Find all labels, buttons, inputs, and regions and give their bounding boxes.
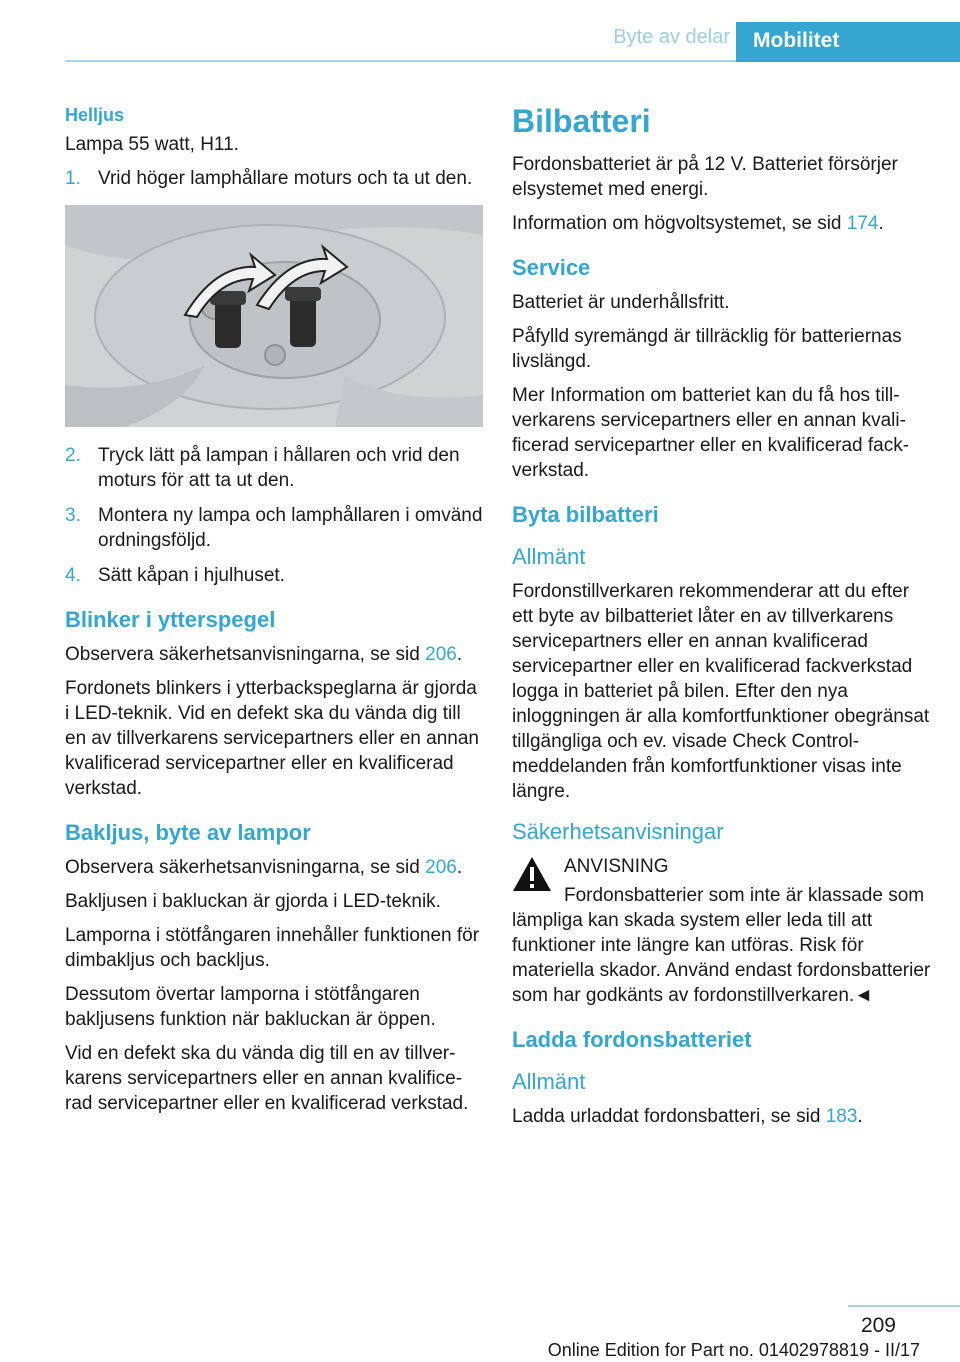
bakljus-paragraph-1: Bakljusen i bakluckan är gjorda i LED-teknik. [65,891,441,912]
step-1-text: Vrid höger lamphållare moturs och ta ut den. [98,168,473,189]
service-paragraph-3: Mer Information om batteriet kan du få hos tillverkarens servicepartners eller en annan kvalificerad servicepartner eller en kvalificerad fackverkstad. [512,385,910,481]
step-2-number: 2. [65,445,81,466]
blinker-paragraph: Fordonets blinkers i ytterbackspeglarna är gjorda i LED-teknik. Vid en defekt ska du vända dig till en av tillverkarens servicepartners eller en annan kvalificerad servicepartner eller en kvalificerad verkstad. [65,678,479,799]
ladda-ref-period: . [857,1106,863,1127]
byta-heading: Byta bilbatteri [512,502,659,527]
step-4-text: Sätt kåpan i hjulhuset. [98,565,285,586]
bilbatteri-paragraph-2 [512,211,932,236]
step-4-number: 4. [65,565,81,586]
hv-ref-period: . [878,213,884,234]
allmant-heading-1: Allmänt [512,544,586,569]
page-number: 209 [860,1314,896,1337]
warning-text [512,883,932,1008]
warning-triangle-icon [512,856,552,892]
footer-rule [848,1305,960,1307]
service-paragraph-2: Påfylld syremängd är tillräcklig för batteriernas livslängd. [512,326,902,372]
bakljus-paragraph-3: Dessutom övertar lamporna i stötfångaren bakljusens funktion när bakluckan är öppen. [65,984,436,1030]
warning-title: ANVISNING [564,856,669,877]
step-2-text: Tryck lätt på lampan i hållaren och vrid den moturs för att ta ut den. [98,445,460,491]
bakljus-ref-period: . [456,857,463,878]
bakljus-ref-text: Observera säkerhetsanvisningarna, se sid [65,857,426,878]
warning-text-body: Fordonsbatterier som inte är klassade som lämpliga kan skada system eller leda till att funktioner inte längre kan utföras. Risk för materiella skador. Använd endast fordonsbatterier som har godkänts av fordonstillverkaren.◄ [512,885,931,1006]
header-section-title: Byte av delar [613,26,730,48]
bakljus-paragraph-4: Vid en defekt ska du vända dig till en av tillverkarens servicepartners eller en annan kvalificerad servicepartner eller en kvalificerad verkstad. [65,1043,469,1114]
step-4 [65,563,483,588]
blinker-ref-text: Observera säkerhetsanvisningarna, se sid [65,644,426,665]
blinker-heading: Blinker i ytterspegel [65,607,276,632]
page-link-206[interactable]: 206 [425,644,457,665]
ladda-ref-text: Ladda urladdat fordonsbatteri, se sid [512,1106,826,1127]
page-link-174[interactable]: 174 [846,213,879,234]
hv-ref-text: Information om högvoltsystemet, se sid [512,213,847,234]
page-link-183[interactable]: 183 [825,1106,858,1127]
left-column [65,100,483,1125]
ladda-heading: Ladda fordonsbatteriet [512,1027,752,1052]
headlight-bulb-illustration [65,205,483,427]
step-3 [65,503,483,553]
bakljus-safety-reference [65,855,483,880]
sakerhet-heading: Säkerhetsanvisningar [512,819,724,844]
ladda-paragraph [512,1104,932,1129]
step-1 [65,166,483,191]
step-2 [65,443,483,493]
blinker-safety-reference [65,642,483,667]
service-heading: Service [512,255,591,280]
right-column [512,100,932,1138]
allmant-heading-2: Allmänt [512,1069,586,1094]
bilbatteri-heading: Bilbatteri [512,103,651,139]
step-3-number: 3. [65,505,81,526]
header-chapter-tab: Mobilitet [736,22,960,62]
bakljus-paragraph-2: Lamporna i stötfångaren innehåller funktionen för dimbakljus och backljus. [65,925,480,971]
edition-footer: Online Edition for Part no. 01402978819 - II/17 [547,1340,920,1360]
headlight-bulb-drawing [65,205,483,427]
step-1-number: 1. [65,168,81,189]
bakljus-heading: Bakljus, byte av lampor [65,820,311,845]
allmant-paragraph-1: Fordonstillverkaren rekommenderar att du efter ett byte av bilbatteriet låter en av tillverkarens servicepartners eller en annan kvalificerad servicepartner eller en kvalificerad fackverkstad logga in batteriet på bilen. Efter den nya inloggningen är alla komfortfunktioner obegränsat tillgängliga och ev. visade Check Control-meddelanden från komfortfunktioner visas inte längre. [512,581,930,802]
helljus-heading: Helljus [65,105,125,125]
service-paragraph-1: Batteriet är underhållsfritt. [512,292,730,313]
warning-block [512,854,932,1008]
helljus-text: Lampa 55 watt, H11. [65,134,239,155]
page-link-206-b[interactable]: 206 [425,857,457,878]
blinker-ref-period: . [456,644,463,665]
step-3-text: Montera ny lampa och lamphållaren i omvänd ordningsföljd. [98,505,483,551]
bilbatteri-paragraph-1: Fordonsbatteriet är på 12 V. Batteriet försörjer elsystemet med energi. [512,154,898,200]
